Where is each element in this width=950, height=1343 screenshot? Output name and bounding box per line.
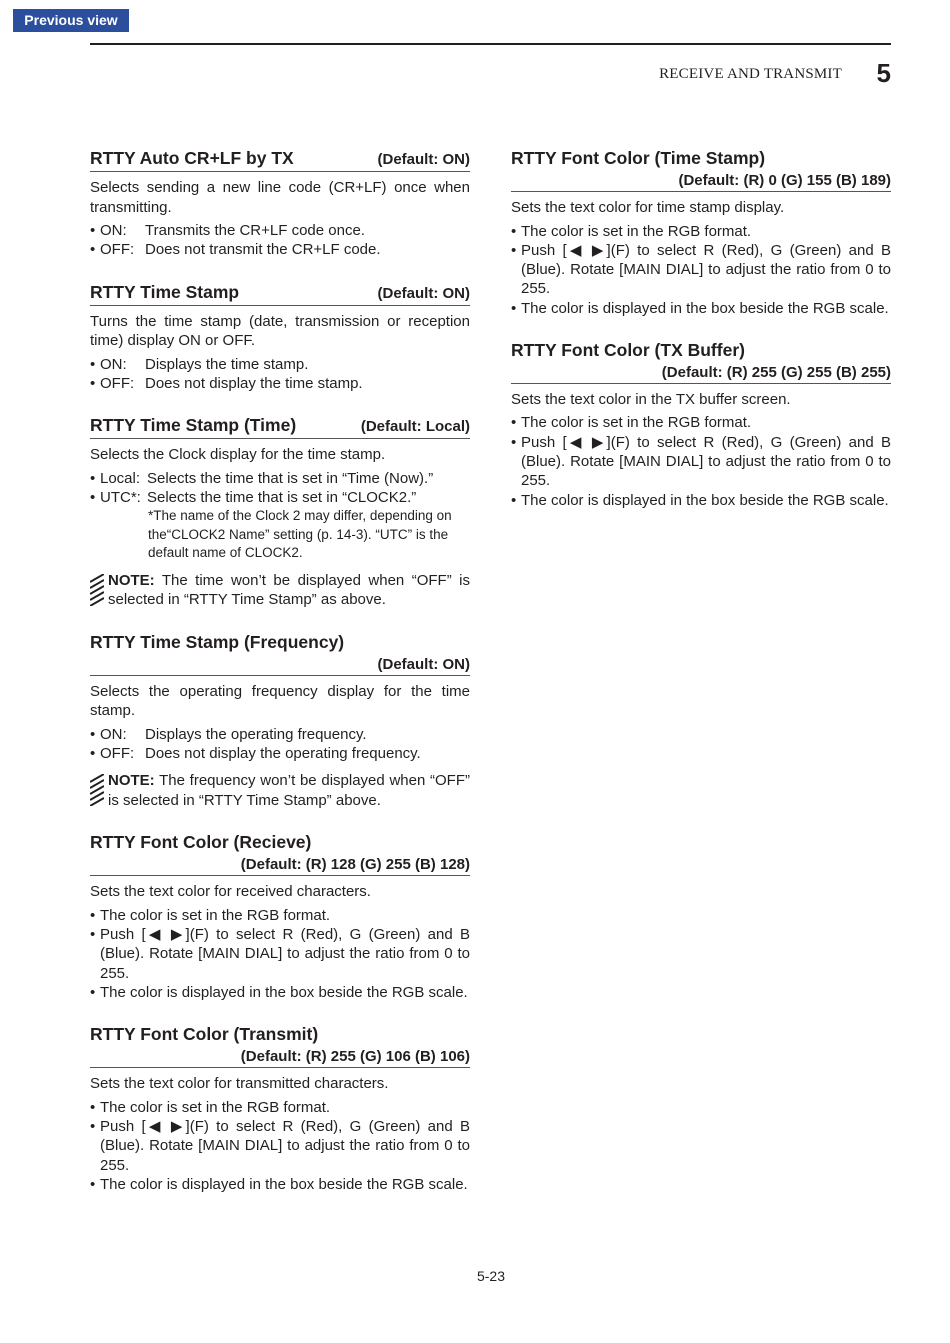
list-item: • Push [◀ ▶](F) to select R (Red), G (Green) and B (Blue). Rotate [MAIN DIAL] to adjust the ratio from 0 to 255. [511, 241, 891, 299]
item-label: ON: [100, 355, 127, 373]
section-auto-crlf [90, 148, 470, 260]
list-item: • The color is set in the RGB format. [511, 413, 891, 432]
section-default: (Default: ON) [377, 151, 470, 168]
footnote: *The name of the Clock 2 may differ, depending on the“CLOCK2 Name” setting (p. 14-3). “UTC” is the default name of CLOCK2. [148, 508, 452, 561]
section-default: (Default: Local) [360, 418, 470, 436]
list-item: • The color is displayed in the box beside the RGB scale. [90, 983, 470, 1002]
left-column [90, 148, 470, 1216]
section-default: (Default: (R) 0 (G) 155 (B) 189) [678, 172, 891, 189]
section-heading [90, 282, 470, 306]
item-text: Does not display the operating frequency. [145, 745, 421, 763]
section-time-stamp [90, 282, 470, 394]
section-heading [90, 1024, 470, 1068]
note-block [90, 571, 470, 610]
section-default: (Default: ON) [377, 655, 470, 673]
section-description: Sets the text color for received characters. [90, 883, 371, 901]
item-text: Does not display the time stamp. [145, 374, 363, 392]
chapter-title: RECEIVE AND TRANSMIT [659, 66, 842, 82]
item-text: Selects the time that is set in “Time (Now).” [147, 469, 434, 487]
section-default: (Default: (R) 255 (G) 255 (B) 255) [661, 363, 891, 381]
note-text [108, 571, 470, 610]
list-item: • The color is set in the RGB format. [90, 906, 470, 925]
right-column [511, 148, 891, 532]
note-label: NOTE: [108, 571, 155, 589]
item-label: ON: [100, 222, 127, 239]
section-heading [90, 415, 470, 439]
note-body: The frequency won’t be displayed when “OFF” is selected in “RTTY Time Stamp” above. [108, 772, 470, 809]
list-item [90, 488, 470, 507]
section-font-color-tx-buffer [511, 340, 891, 510]
section-description: Sets the text color for time stamp display. [511, 199, 785, 216]
list-item: • The color is set in the RGB format. [90, 1098, 470, 1117]
section-description: Selects the Clock display for the time stamp. [90, 446, 386, 464]
note-icon [90, 574, 104, 606]
item-text: Selects the time that is set in “CLOCK2.” [147, 488, 417, 506]
section-title: RTTY Time Stamp (Time) [90, 415, 297, 436]
section-default: (Default: (R) 255 (G) 106 (B) 106) [240, 1048, 470, 1066]
list-item: • Push [◀ ▶](F) to select R (Red), G (Green) and B (Blue). Rotate [MAIN DIAL] to adjust the ratio from 0 to 255. [90, 1117, 470, 1175]
section-font-color-time-stamp [511, 148, 891, 318]
section-description: Turns the time stamp (date, transmission or reception time) display ON or OFF. [90, 312, 470, 350]
section-time-stamp-frequency [90, 632, 470, 811]
list-item: • Push [◀ ▶](F) to select R (Red), G (Green) and B (Blue). Rotate [MAIN DIAL] to adjust the ratio from 0 to 255. [511, 433, 891, 491]
section-title: RTTY Font Color (TX Buffer) [511, 339, 745, 360]
section-font-color-transmit [90, 1024, 470, 1194]
note-block [90, 771, 470, 810]
list-item: • The color is displayed in the box beside the RGB scale. [511, 299, 891, 318]
section-heading [90, 632, 470, 676]
section-description: Sets the text color in the TX buffer screen. [511, 390, 791, 408]
previous-view-button[interactable]: Previous view [13, 9, 129, 32]
section-title: RTTY Font Color (Time Stamp) [511, 148, 766, 168]
list-item [90, 725, 470, 744]
list-item [90, 744, 470, 763]
section-title: RTTY Time Stamp [90, 281, 240, 302]
section-description: Selects sending a new line code (CR+LF) once when transmitting. [90, 179, 470, 216]
note-label: NOTE: [108, 772, 155, 790]
section-time-stamp-time [90, 415, 470, 610]
item-label: OFF: [100, 241, 135, 259]
chapter-number: 5 [876, 58, 891, 88]
list-item [90, 355, 470, 374]
section-heading [90, 832, 470, 876]
section-heading [90, 148, 470, 172]
list-item: • The color is displayed in the box beside the RGB scale. [511, 491, 891, 510]
item-text: Does not transmit the CR+LF code. [145, 241, 381, 259]
note-text [108, 771, 470, 810]
note-icon [90, 774, 104, 806]
section-title: RTTY Auto CR+LF by TX [90, 148, 294, 168]
list-item: • Push [◀ ▶](F) to select R (Red), G (Green) and B (Blue). Rotate [MAIN DIAL] to adjust the ratio from 0 to 255. [90, 925, 470, 983]
item-label: OFF: [100, 745, 135, 763]
section-default: (Default: ON) [377, 284, 470, 302]
section-description: Selects the operating frequency display for the time stamp. [90, 682, 470, 720]
list-item [90, 469, 470, 488]
note-body: The time won’t be displayed when “OFF” is selected in “RTTY Time Stamp” as above. [108, 571, 470, 609]
section-heading [511, 340, 891, 384]
section-title: RTTY Font Color (Recieve) [90, 832, 312, 853]
item-text: Displays the operating frequency. [145, 725, 367, 743]
page-number: 5-23 [476, 1268, 506, 1284]
item-text: Displays the time stamp. [145, 355, 309, 373]
item-label: OFF: [100, 374, 135, 392]
item-label: Local: [100, 469, 141, 487]
list-item [90, 374, 470, 393]
section-title: RTTY Font Color (Transmit) [90, 1024, 319, 1045]
section-font-color-receive [90, 832, 470, 1002]
list-item [90, 221, 470, 240]
item-text: Transmits the CR+LF code once. [145, 222, 365, 239]
list-item: • The color is displayed in the box beside the RGB scale. [90, 1175, 470, 1194]
header-rule [90, 43, 891, 45]
section-default: (Default: (R) 128 (G) 255 (B) 128) [240, 856, 470, 874]
item-label: UTC*: [100, 488, 141, 506]
item-label: ON: [100, 725, 127, 743]
list-item [90, 240, 470, 259]
list-item: • The color is set in the RGB format. [511, 222, 891, 241]
section-heading [511, 148, 891, 192]
section-title: RTTY Time Stamp (Frequency) [90, 631, 345, 652]
section-description: Sets the text color for transmitted characters. [90, 1075, 389, 1093]
